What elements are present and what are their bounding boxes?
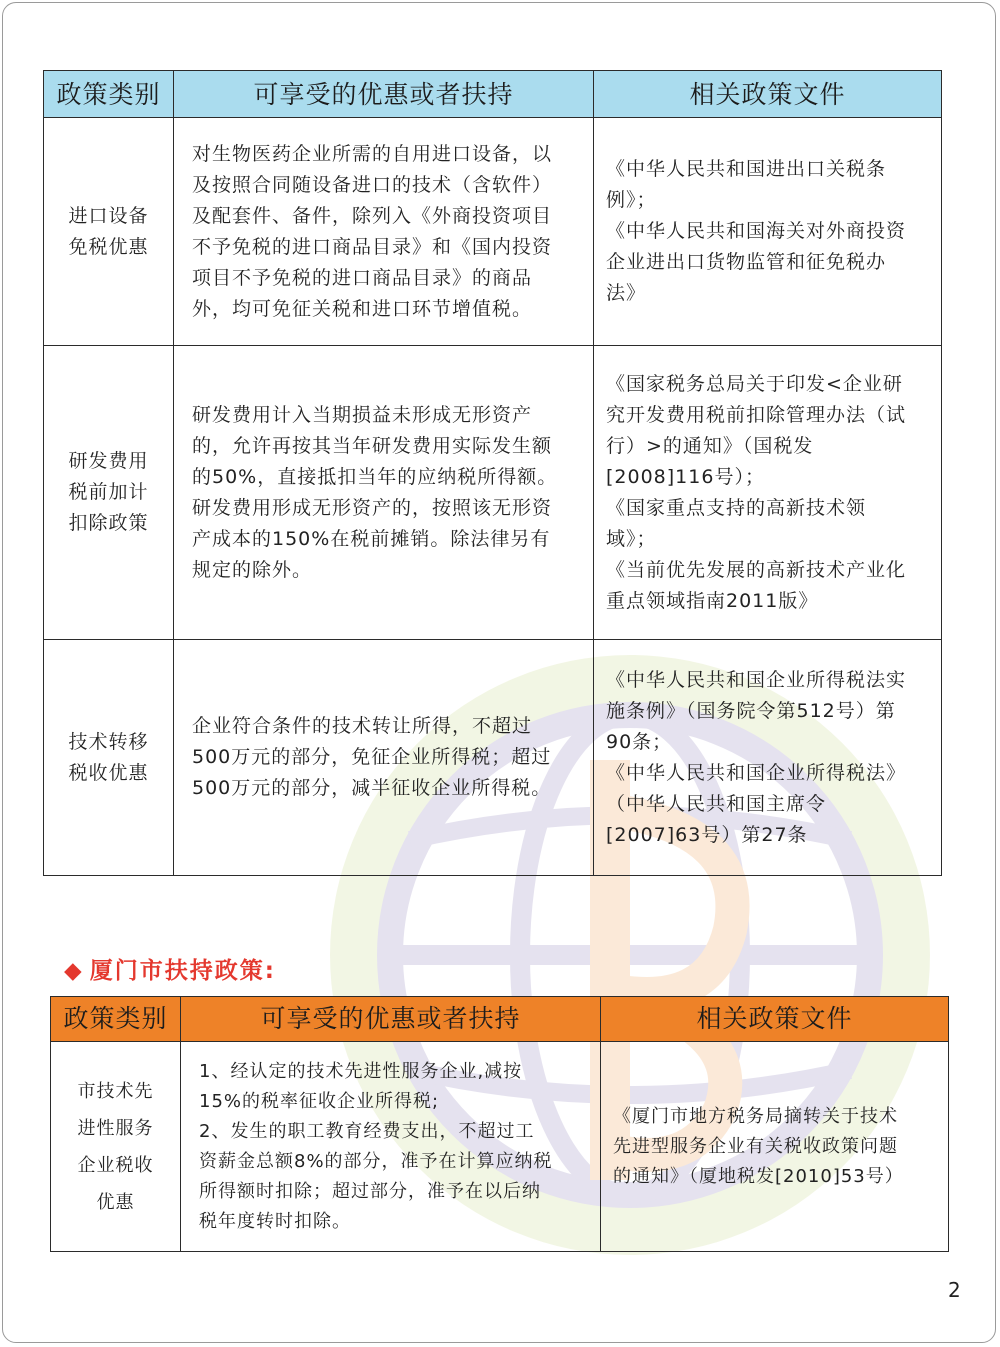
documents-cell: [594, 640, 942, 876]
document-line: 究开发费用税前扣除管理办法（试: [606, 403, 907, 426]
benefit-line: 外，均可免征关税和进口环节增值税。: [192, 297, 533, 320]
header-benefit: 可享受的优惠或者扶持: [181, 997, 601, 1042]
header-category: 政策类别: [51, 997, 181, 1042]
category-line: 进口设备: [68, 204, 149, 227]
benefit-line: 500万元的部分，减半征收企业所得税。: [192, 777, 552, 799]
document-line: 90条；: [606, 730, 673, 753]
documents-cell: [594, 118, 942, 346]
benefit-line: 及配套件、备件，除列入《外商投资项目: [192, 204, 553, 227]
document-line: 先进型服务企业有关税收政策问题: [613, 1135, 898, 1157]
document-line: （中华人民共和国主席令: [606, 792, 827, 815]
category-cell: [44, 118, 174, 346]
benefit-line: 及按照合同随设备进口的技术（含软件）: [192, 173, 553, 196]
document-line: 企业进出口货物监管和征免税办: [606, 251, 887, 273]
header-benefit: 可享受的优惠或者扶持: [174, 71, 594, 118]
category-line: 技术转移: [68, 730, 149, 753]
benefit-cell: [174, 640, 594, 876]
document-line: 《中华人民共和国进出口关税条: [606, 158, 887, 180]
category-line: 企业税收: [77, 1154, 154, 1176]
xiamen-policy-table: [50, 996, 949, 1252]
category-line: 优惠: [96, 1191, 135, 1213]
benefit-line: 研发费用形成无形资产的，按照该无形资: [192, 496, 553, 519]
document-line: 法》: [606, 282, 647, 304]
document-line: 行）>的通知》（国税发: [606, 434, 814, 457]
document-line: 施条例》（国务院令第512号）第: [606, 699, 896, 722]
category-line: 税前加计: [68, 481, 149, 503]
document-line: 《中华人民共和国企业所得税法实: [606, 668, 907, 691]
category-cell: [51, 1042, 181, 1252]
benefit-line: 的50%，直接抵扣当年的应纳税所得额。: [192, 465, 558, 488]
category-cell: [44, 346, 174, 640]
document-line: 《中华人民共和国企业所得税法》: [606, 761, 907, 784]
diamond-bullet-icon: ◆: [64, 958, 84, 984]
category-line: 研发费用: [68, 450, 149, 472]
benefit-line: 15%的税率征收企业所得税;: [199, 1090, 440, 1112]
benefit-line: 项目不予免税的进口商品目录》的商品: [192, 266, 533, 289]
document-line: 《中华人民共和国海关对外商投资: [606, 220, 907, 242]
document-line: 《国家重点支持的高新技术领: [606, 496, 867, 519]
benefit-line: 规定的除外。: [192, 558, 313, 581]
category-line: 免税优惠: [68, 235, 149, 258]
document-line: 例》；: [606, 189, 657, 211]
section-title: [64, 952, 276, 985]
benefit-line: 对生物医药企业所需的自用进口设备，以: [192, 142, 553, 165]
category-line: 扣除政策: [68, 512, 149, 534]
benefit-line: 2、发生的职工教育经费支出，不超过工: [199, 1120, 535, 1142]
section-title-text: 厦门市扶持政策:: [89, 958, 276, 984]
national-policy-table: [43, 70, 942, 876]
benefit-line: 不予免税的进口商品目录》和《国内投资: [192, 235, 553, 258]
header-documents: 相关政策文件: [594, 71, 942, 118]
benefit-line: 的，允许再按其当年研发费用实际发生额: [192, 434, 553, 457]
benefit-line: 产成本的150%在税前摊销。除法律另有: [192, 527, 551, 550]
header-documents: 相关政策文件: [601, 997, 949, 1042]
benefit-line: 1、经认定的技术先进性服务企业,减按: [199, 1060, 523, 1082]
table-row: [44, 346, 942, 640]
category-line: 市技术先: [77, 1080, 154, 1102]
document-line: 域》；: [606, 527, 657, 550]
benefit-line: 税年度转时扣除。: [199, 1210, 351, 1232]
benefit-line: 企业符合条件的技术转让所得，不超过: [192, 715, 533, 737]
benefit-line: 资薪金总额8%的部分，准予在计算应纳税: [199, 1150, 553, 1172]
table-header-row: [51, 997, 949, 1042]
benefit-cell: [181, 1042, 601, 1252]
category-line: 进性服务: [77, 1117, 154, 1139]
documents-cell: [601, 1042, 949, 1252]
document-line: 的通知》（厦地税发[2010]53号）: [613, 1165, 904, 1187]
benefit-cell: [174, 346, 594, 640]
document-line: [2008]116号）；: [606, 465, 765, 488]
document-line: 《厦门市地方税务局摘转关于技术: [613, 1105, 898, 1127]
benefit-line: 研发费用计入当期损益未形成无形资产: [192, 403, 533, 426]
benefit-cell: [174, 118, 594, 346]
benefit-line: 所得额时扣除；超过部分，准予在以后纳: [199, 1180, 541, 1202]
category-cell: [44, 640, 174, 876]
document-line: 《国家税务总局关于印发<企业研: [606, 372, 903, 395]
document-line: 重点领域指南2011版》: [606, 589, 819, 612]
benefit-line: 500万元的部分，免征企业所得税；超过: [192, 746, 552, 768]
document-line: [2007]63号）第27条: [606, 823, 808, 846]
page-number: 2: [948, 1278, 961, 1302]
document-line: 《当前优先发展的高新技术产业化: [606, 558, 907, 581]
documents-cell: [594, 346, 942, 640]
table-row: [51, 1042, 949, 1252]
table-row: [44, 118, 942, 346]
category-line: 税收优惠: [68, 761, 149, 784]
header-category: 政策类别: [44, 71, 174, 118]
table-row: [44, 640, 942, 876]
table-header-row: [44, 71, 942, 118]
